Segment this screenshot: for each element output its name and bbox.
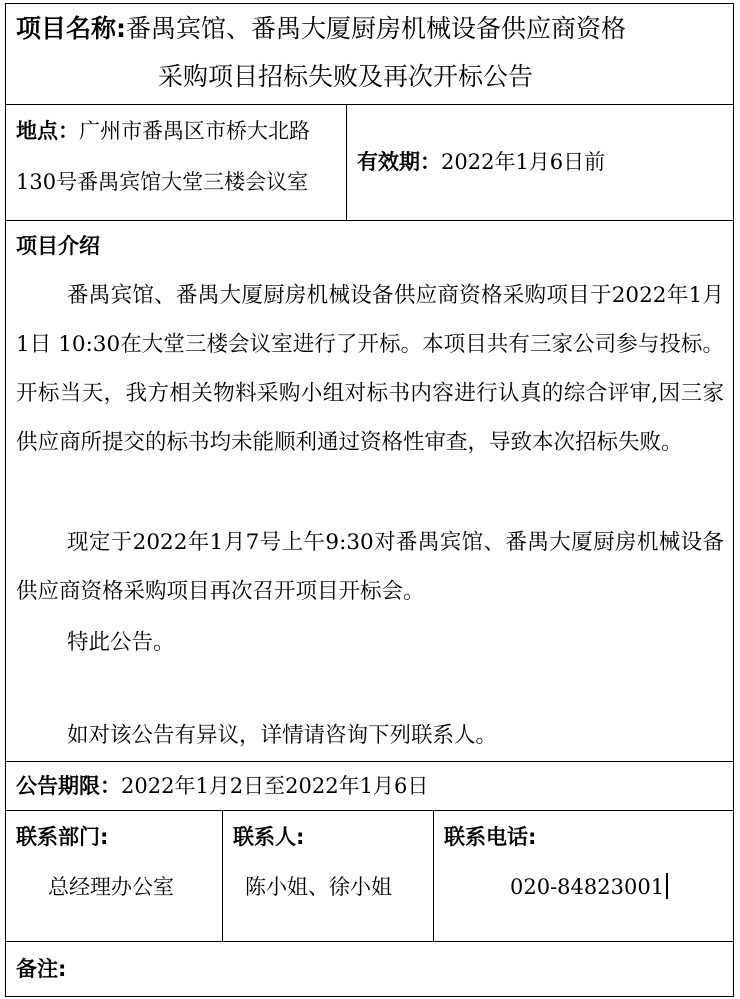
remarks-label: 备注: [16,957,67,981]
contact-dept-label: 联系部门: [16,825,109,849]
intro-paragraph-4: 如对该公告有异议，详情请咨询下列联系人。 [67,723,498,748]
intro-paragraph-2: 现定于2022年1月7号上午9:30对番禺宾馆、番禺大厦厨房机械设备供应商资格采购项目再次召开项目开标会。 [16,530,724,604]
text-cursor [666,873,668,899]
contact-phone-value[interactable]: 020-84823001 [510,875,665,899]
column-divider [222,810,223,941]
announcement-period [16,771,428,801]
contact-person-value: 陈小姐、徐小姐 [245,875,392,899]
row-divider [5,104,734,105]
location-address: 广州市番禺区市桥大北路 [79,119,310,143]
project-name-label: 项目名称 [16,14,117,43]
contact-dept-value: 总经理办公室 [48,875,174,899]
column-divider [346,104,347,220]
row-divider [5,941,734,942]
validity-label: 有效期： [357,150,441,174]
validity-value: 2022年1月6日前 [441,150,606,174]
contact-phone [510,872,668,902]
row-divider [5,220,734,221]
row-divider [5,761,734,762]
validity [357,147,605,177]
project-title-text: 番禺宾馆、番禺大厦厨房机械设备供应商资格 [126,14,627,43]
intro-heading: 项目介绍 [16,234,100,258]
intro-paragraph-1: 番禺宾馆、番禺大厦厨房机械设备供应商资格采购项目于2022年1月1日 10:30在大堂三楼会议室进行了开标。本项目共有三家公司参与投标。开标当天，我方相关物料采购小组对标书内容进行认真的综合评审,因三家供应商所提交的标书均未能顺利通过资格性审查，导致本次招标失败。 [16,283,724,455]
column-divider [433,810,434,941]
contact-phone-label: 联系电话: [444,825,537,849]
location-line2: 130号番禺宾馆大堂三楼会议室 [16,170,309,194]
location-label: 地点： [16,119,79,143]
row-divider [5,810,734,811]
contact-person-label: 联系人: [233,825,305,849]
project-name-sep: : [116,14,127,43]
intro-paragraph-3: 特此公告。 [67,630,175,655]
period-value: 2022年1月2日至2022年1月6日 [121,774,429,798]
location-line1 [16,116,310,146]
project-title-line2: 采购项目招标失败及再次开标公告 [158,62,534,91]
period-label: 公告期限： [16,774,121,798]
project-title-line1 [16,11,626,47]
